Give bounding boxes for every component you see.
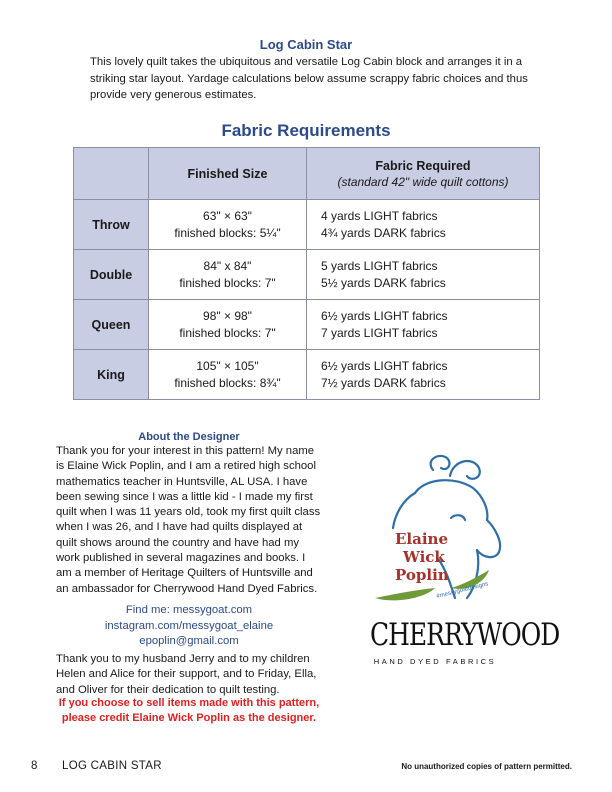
designer-bio: Thank you for your interest in this pattern! My name is Elaine Wick Poplin, and I am a retired high school mathematics teacher in Huntsville, AL USA. I have been sewing since I was a little kid - I made my first quilt when I was 11 years old, took my first quilt class when I was 26, and I have had quilts displayed at quilt shows around the country and have had my work published in several magazines and books. I am a member of Heritage Quilters of Huntsville and an ambassador for Cherrywood Hand Dyed Fabrics. — [56, 445, 321, 595]
fabric-requirements-table — [73, 147, 540, 400]
logo-line-1: Elaine — [395, 530, 448, 548]
thanks-paragraph: Thank you to my husband Jerry and to my children Helen and Alice for their support, and to Friday, Ella, and Oliver for their dedication to quilt testing. — [56, 653, 317, 696]
size-dimensions: 98" × 98" — [203, 308, 252, 323]
instagram-link[interactable]: instagram.com/messygoat_elaine — [104, 619, 274, 632]
logo-line-3: Poplin — [395, 566, 449, 584]
fabric-light: 4 yards LIGHT fabrics — [321, 208, 438, 223]
table-row-throw — [74, 200, 540, 250]
fabric-dark: 4¾ yards DARK fabrics — [321, 225, 446, 240]
fabric-light: 6½ yards LIGHT fabrics — [321, 308, 448, 323]
size-cell — [149, 350, 307, 400]
size-dimensions: 105" × 105" — [196, 358, 259, 373]
header-fabric-sublabel: (standard 42" wide quilt cottons) — [337, 174, 509, 189]
size-dimensions: 84" x 84" — [203, 258, 252, 273]
fabric-requirements-heading: Fabric Requirements — [221, 121, 391, 140]
cherrywood-logo — [370, 616, 560, 666]
header-fabric-required — [307, 148, 540, 200]
row-label: King — [74, 350, 149, 400]
size-dimensions: 63" × 63" — [203, 208, 252, 223]
fabric-cell — [307, 300, 540, 350]
logo-line-2: Wick — [403, 548, 445, 566]
intro-paragraph: This lovely quilt takes the ubiquitous and versatile Log Cabin block and arranges it in a striking star layout. Yardage calculations below assume scrappy fabric choices and thus provide very generous estimates. — [90, 56, 528, 101]
fabric-cell — [307, 250, 540, 300]
fabric-dark: 7½ yards DARK fabrics — [321, 375, 446, 390]
table-row-double — [74, 250, 540, 300]
size-blocks: finished blocks: 8¾" — [174, 375, 281, 390]
size-blocks: finished blocks: 7" — [179, 325, 276, 340]
about-designer-heading: About the Designer — [138, 431, 240, 443]
fabric-cell — [307, 200, 540, 250]
pattern-title: Log Cabin Star — [259, 37, 353, 52]
copyright-notice: No unauthorized copies of pattern permitted. — [401, 762, 572, 771]
fabric-light: 6½ yards LIGHT fabrics — [321, 358, 448, 373]
footer-title: LOG CABIN STAR — [62, 760, 162, 772]
header-corner-cell — [74, 148, 149, 200]
header-fabric-label: Fabric Required — [375, 158, 471, 173]
size-blocks: finished blocks: 7" — [179, 275, 276, 290]
fabric-dark: 5½ yards DARK fabrics — [321, 275, 446, 290]
header-finished-size: Finished Size — [149, 148, 307, 200]
row-label: Double — [74, 250, 149, 300]
size-cell — [149, 250, 307, 300]
table-row-king — [74, 350, 540, 400]
goat-logo — [355, 448, 515, 608]
logo-ribbon-text: #messygoatdesigns — [436, 581, 489, 600]
designer-contacts — [56, 603, 322, 650]
row-label: Queen — [74, 300, 149, 350]
email-link[interactable]: epoplin@gmail.com — [139, 635, 239, 647]
fabric-dark: 7 yards LIGHT fabrics — [321, 325, 438, 340]
page-number: 8 — [31, 760, 38, 772]
table-header-row — [74, 148, 540, 200]
table-row-queen — [74, 300, 540, 350]
row-label: Throw — [74, 200, 149, 250]
website-link[interactable]: Find me: messygoat.com — [125, 604, 253, 616]
fabric-cell — [307, 350, 540, 400]
cherrywood-tagline: HAND DYED FABRICS — [373, 657, 497, 666]
size-blocks: finished blocks: 5¼" — [174, 225, 281, 240]
size-cell — [149, 200, 307, 250]
size-cell — [149, 300, 307, 350]
fabric-light: 5 yards LIGHT fabrics — [321, 258, 438, 273]
sell-credit-note: If you choose to sell items made with this pattern, please credit Elaine Wick Poplin as the designer. — [58, 697, 320, 724]
cherrywood-name: CHERRYWOOD — [370, 616, 560, 653]
